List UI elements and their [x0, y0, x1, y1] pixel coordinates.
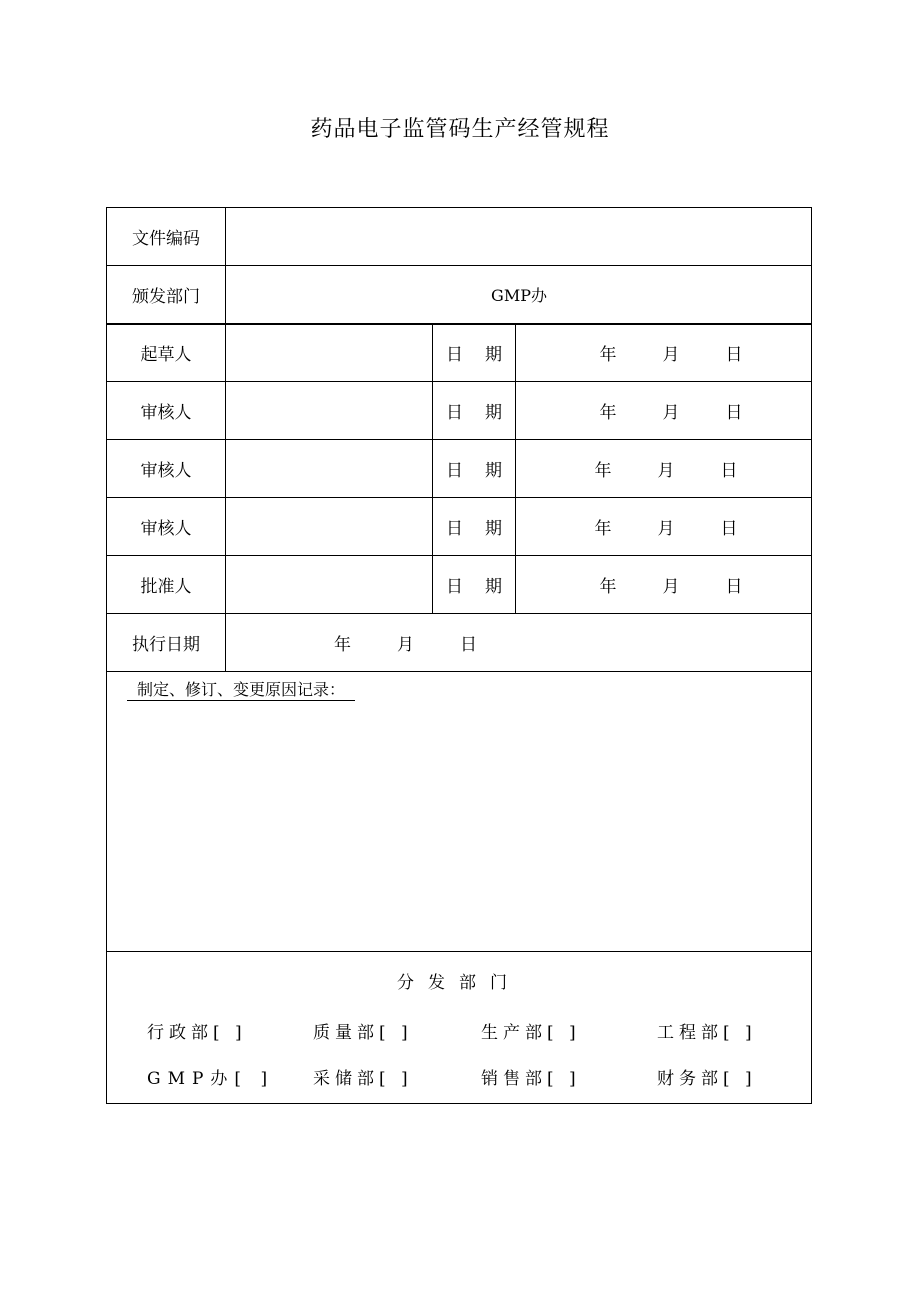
reviewer-2-signature-field[interactable] [226, 440, 432, 497]
row-divider [107, 951, 811, 952]
date-month: 月 [397, 635, 414, 655]
date-month: 月 [662, 403, 680, 423]
reviewer-3-label: 审核人 [140, 519, 192, 539]
date-year: 年 [334, 635, 351, 655]
page-title: 药品电子监管码生产经管规程 [310, 117, 610, 142]
date-label-right: 期 [485, 519, 502, 539]
date-label-right: 期 [485, 577, 502, 597]
change-reason-label: 制定、修订、变更原因记录： [127, 680, 355, 701]
document-control-form [106, 207, 812, 1104]
date-year: 年 [599, 577, 617, 597]
doc-code-value[interactable] [226, 208, 812, 265]
date-year: 年 [594, 461, 612, 481]
doc-code-label: 文件编码 [132, 229, 200, 249]
exec-date-value[interactable] [226, 614, 552, 671]
drafter-date-value[interactable] [516, 324, 812, 381]
dept-engineering-checkbox[interactable]: 工程部[ ] [657, 1023, 757, 1043]
date-year: 年 [599, 345, 617, 365]
date-year: 年 [599, 403, 617, 423]
reviewer-3-date-label [433, 498, 515, 555]
approver-signature-field[interactable] [226, 556, 432, 613]
exec-date-label: 执行日期 [132, 635, 200, 655]
dept-quality-checkbox[interactable]: 质量部[ ] [313, 1023, 413, 1043]
date-label-left: 日 [446, 461, 463, 481]
issue-dept-label: 颁发部门 [132, 287, 200, 307]
date-day: 日 [725, 577, 743, 597]
dept-procurement-storage-checkbox[interactable]: 采储部[ ] [313, 1069, 413, 1089]
dept-production-checkbox[interactable]: 生产部[ ] [481, 1023, 581, 1043]
date-label-left: 日 [446, 403, 463, 423]
reviewer-1-label: 审核人 [140, 403, 192, 423]
reviewer-2-date-label [433, 440, 515, 497]
date-day: 日 [725, 345, 743, 365]
date-month: 月 [657, 461, 675, 481]
approver-date-value[interactable] [516, 556, 812, 613]
reviewer-1-signature-field[interactable] [226, 382, 432, 439]
dept-gmp-office-checkbox[interactable]: GMP办[ ] [147, 1069, 275, 1089]
reviewer-2-date-value[interactable] [516, 440, 812, 497]
reviewer-2-label: 审核人 [140, 461, 192, 481]
date-month: 月 [657, 519, 675, 539]
date-label-right: 期 [485, 403, 502, 423]
dept-finance-checkbox[interactable]: 财务部[ ] [657, 1069, 757, 1089]
date-day: 日 [460, 635, 477, 655]
date-label-left: 日 [446, 345, 463, 365]
reviewer-1-date-label [433, 382, 515, 439]
date-label-left: 日 [446, 519, 463, 539]
date-month: 月 [662, 577, 680, 597]
date-month: 月 [662, 345, 680, 365]
date-day: 日 [720, 519, 738, 539]
change-reason-field[interactable] [107, 708, 811, 950]
reviewer-1-date-value[interactable] [516, 382, 812, 439]
date-label-right: 期 [485, 345, 502, 365]
reviewer-3-signature-field[interactable] [226, 498, 432, 555]
drafter-label: 起草人 [140, 345, 192, 365]
date-day: 日 [720, 461, 738, 481]
date-label-left: 日 [446, 577, 463, 597]
reviewer-3-date-value[interactable] [516, 498, 812, 555]
approver-date-label [433, 556, 515, 613]
date-label-right: 期 [485, 461, 502, 481]
date-year: 年 [594, 519, 612, 539]
issue-dept-value[interactable]: GMP办 [491, 286, 547, 305]
dept-sales-checkbox[interactable]: 销售部[ ] [481, 1069, 581, 1089]
drafter-signature-field[interactable] [226, 324, 432, 381]
dept-admin-checkbox[interactable]: 行政部[ ] [147, 1023, 247, 1043]
date-day: 日 [725, 403, 743, 423]
approver-label: 批准人 [140, 577, 192, 597]
drafter-date-label [433, 324, 515, 381]
distribution-title: 分发部门 [397, 973, 521, 993]
row-divider [107, 671, 811, 672]
